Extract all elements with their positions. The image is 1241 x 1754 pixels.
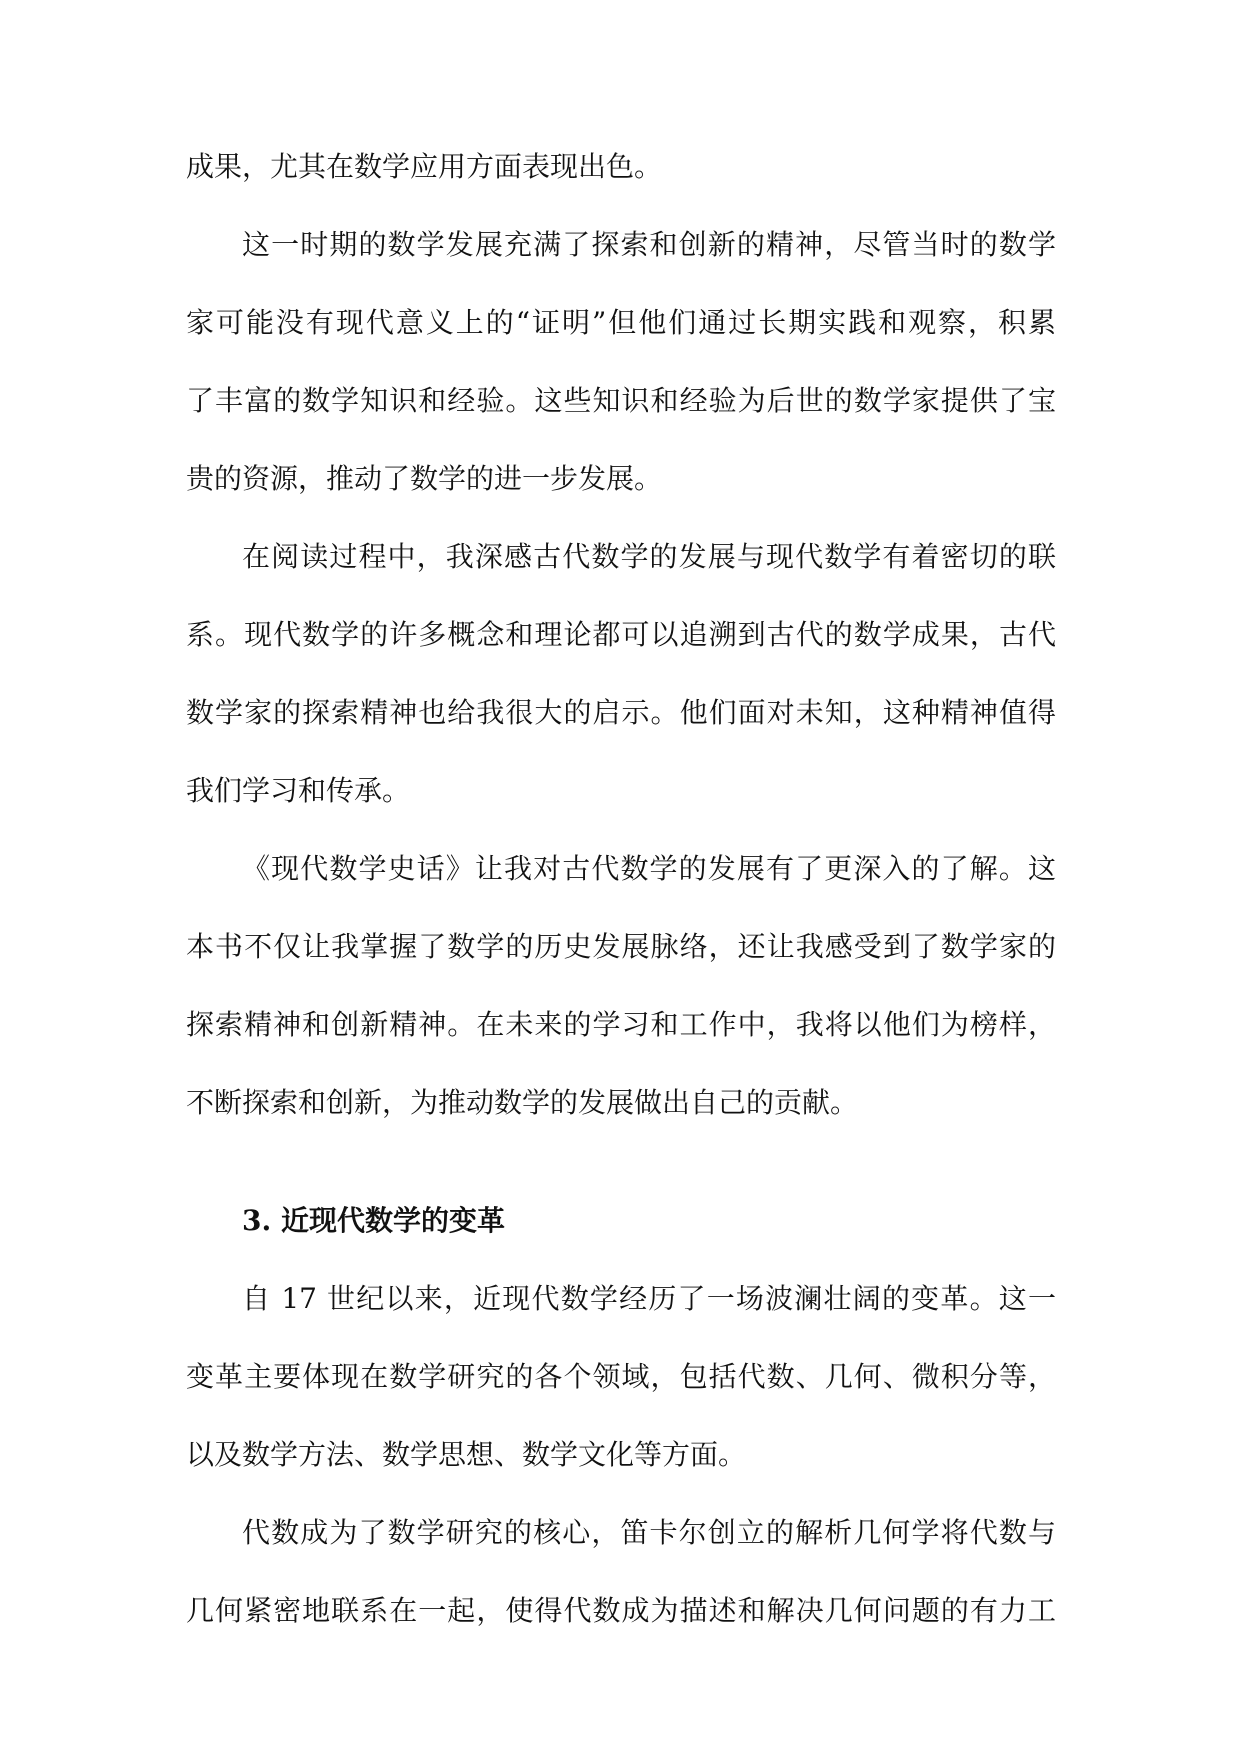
paragraph-line: 这一时期的数学发展充满了探索和创新的精神，尽管当时的数学 (242, 228, 1056, 261)
paragraph-line: 探索精神和创新精神。在未来的学习和工作中，我将以他们为榜样， (186, 1008, 1056, 1041)
document-page (186, 128, 1056, 1650)
paragraph-line: 我们学习和传承。 (186, 774, 411, 807)
paragraph-line: 变革主要体现在数学研究的各个领域，包括代数、几何、微积分等， (186, 1360, 1056, 1393)
paragraph-line: 《现代数学史话》让我对古代数学的发展有了更深入的了解。这 (242, 852, 1056, 885)
paragraph-line: 成果，尤其在数学应用方面表现出色。 (186, 150, 663, 183)
paragraph-line: 以及数学方法、数学思想、数学文化等方面。 (186, 1438, 747, 1471)
paragraph-line: 数学家的探索精神也给我很大的启示。他们面对未知，这种精神值得 (186, 696, 1056, 729)
paragraph-line: 系。现代数学的许多概念和理论都可以追溯到古代的数学成果，古代 (186, 618, 1056, 651)
paragraph-line: 本书不仅让我掌握了数学的历史发展脉络，还让我感受到了数学家的 (186, 930, 1056, 963)
paragraph-line: 贵的资源，推动了数学的进一步发展。 (186, 462, 663, 495)
paragraph-line: 自 17 世纪以来，近现代数学经历了一场波澜壮阔的变革。这一 (242, 1282, 1056, 1315)
paragraph-line: 不断探索和创新，为推动数学的发展做出自己的贡献。 (186, 1086, 859, 1119)
paragraph-line: 在阅读过程中，我深感古代数学的发展与现代数学有着密切的联 (242, 540, 1056, 573)
section-heading: 3. 近现代数学的变革 (242, 1204, 505, 1237)
paragraph-line: 了丰富的数学知识和经验。这些知识和经验为后世的数学家提供了宝 (186, 384, 1056, 417)
paragraph-line: 家可能没有现代意义上的“证明”但他们通过长期实践和观察，积累 (186, 306, 1056, 339)
paragraph-line: 几何紧密地联系在一起，使得代数成为描述和解决几何问题的有力工 (186, 1594, 1056, 1627)
paragraph-line: 代数成为了数学研究的核心，笛卡尔创立的解析几何学将代数与 (242, 1516, 1056, 1549)
